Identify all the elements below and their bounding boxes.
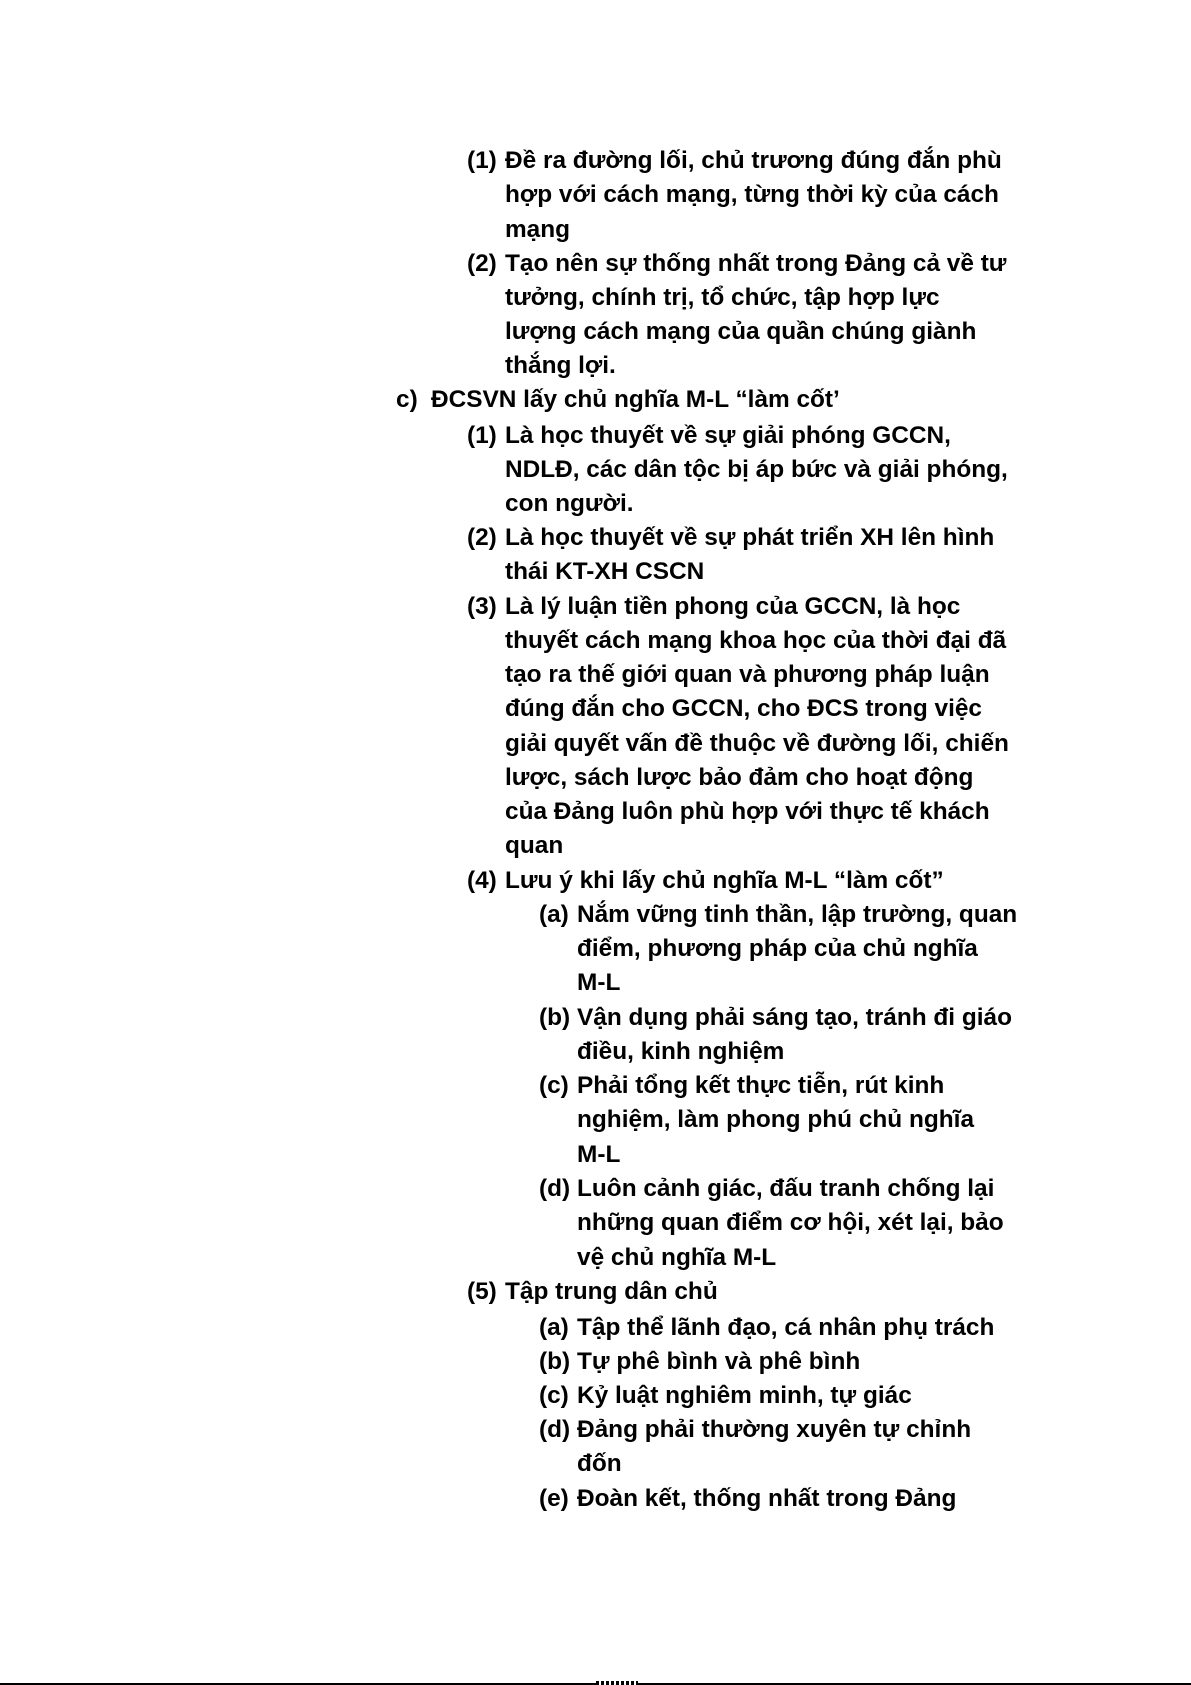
item-text-line: lượng cách mạng của quần chúng giành [505, 318, 977, 345]
subitem-number: (a) [539, 1314, 569, 1341]
subitem-text-line: vệ chủ nghĩa M-L [577, 1244, 777, 1271]
item-text-line: Tập trung dân chủ [505, 1278, 718, 1305]
item-text-line: Lưu ý khi lấy chủ nghĩa M-L “làm cốt” [505, 867, 944, 894]
subitem-text-line: Đảng phải thường xuyên tự chỉnh [577, 1416, 972, 1443]
item-text-line: Là học thuyết về sự phát triển XH lên hình [505, 524, 995, 551]
subitem-text-line: M-L [577, 1141, 621, 1168]
subitem-text-line: Phải tổng kết thực tiễn, rút kinh [577, 1072, 945, 1099]
item-number: (2) [467, 250, 497, 277]
section-label: c) [396, 386, 418, 413]
subitem-text-line: Đoàn kết, thống nhất trong Đảng [577, 1485, 957, 1512]
item-text-line: thuyết cách mạng khoa học của thời đại đã [505, 627, 1007, 654]
subitem-text-line: Tự phê bình và phê bình [577, 1348, 861, 1375]
item-number: (3) [467, 593, 497, 620]
subitem-text-line: Kỷ luật nghiêm minh, tự giác [577, 1382, 912, 1409]
subitem-text-line: Luôn cảnh giác, đấu tranh chống lại [577, 1175, 995, 1202]
item-number: (4) [467, 867, 497, 894]
section-heading: ĐCSVN lấy chủ nghĩa M-L “làm cốt’ [431, 386, 840, 413]
item-number: (2) [467, 524, 497, 551]
item-text-line: tưởng, chính trị, tổ chức, tập hợp lực [505, 284, 940, 311]
subitem-number: (d) [539, 1175, 571, 1202]
subitem-number: (c) [539, 1382, 569, 1409]
subitem-text-line: Vận dụng phải sáng tạo, tránh đi giáo [577, 1004, 1012, 1031]
item-text-line: quan [505, 832, 564, 859]
subitem-text-line: điểm, phương pháp của chủ nghĩa [577, 935, 978, 962]
item-text-line: lược, sách lược bảo đảm cho hoạt động [505, 764, 974, 791]
item-text-line: Tạo nên sự thống nhất trong Đảng cả về tư [505, 250, 1007, 277]
subitem-text-line: những quan điểm cơ hội, xét lại, bảo [577, 1209, 1004, 1236]
item-text-line: Là lý luận tiền phong của GCCN, là học [505, 593, 961, 620]
item-text-line: giải quyết vấn đề thuộc về đường lối, chiến [505, 730, 1009, 757]
subitem-number: (c) [539, 1072, 569, 1099]
subitem-text-line: M-L [577, 969, 621, 996]
subitem-text-line: Tập thể lãnh đạo, cá nhân phụ trách [577, 1314, 995, 1341]
item-text-line: thắng lợi. [505, 352, 616, 379]
subitem-number: (e) [539, 1485, 569, 1512]
page-bottom-rule-dash [596, 1681, 638, 1685]
item-text-line: hợp với cách mạng, từng thời kỳ của cách [505, 181, 999, 208]
item-number: (5) [467, 1278, 497, 1305]
subitem-text-line: nghiệm, làm phong phú chủ nghĩa [577, 1106, 975, 1133]
item-text-line: đúng đắn cho GCCN, cho ĐCS trong việc [505, 695, 982, 722]
subitem-text-line: đốn [577, 1450, 622, 1477]
subitem-number: (b) [539, 1004, 571, 1031]
item-text-line: tạo ra thế giới quan và phương pháp luận [505, 661, 990, 688]
subitem-number: (a) [539, 901, 569, 928]
item-text-line: Đề ra đường lối, chủ trương đúng đắn phù [505, 147, 1002, 174]
item-text-line: của Đảng luôn phù hợp với thực tế khách [505, 798, 990, 825]
item-number: (1) [467, 147, 497, 174]
item-number: (1) [467, 422, 497, 449]
item-text-line: mạng [505, 216, 571, 243]
subitem-number: (b) [539, 1348, 571, 1375]
subitem-number: (d) [539, 1416, 571, 1443]
item-text-line: thái KT-XH CSCN [505, 558, 705, 585]
item-text-line: con người. [505, 490, 634, 517]
subitem-text-line: Nắm vững tinh thần, lập trường, quan [577, 901, 1018, 928]
subitem-text-line: điều, kinh nghiệm [577, 1038, 785, 1065]
item-text-line: Là học thuyết về sự giải phóng GCCN, [505, 422, 951, 449]
item-text-line: NDLĐ, các dân tộc bị áp bức và giải phóng, [505, 456, 1008, 483]
